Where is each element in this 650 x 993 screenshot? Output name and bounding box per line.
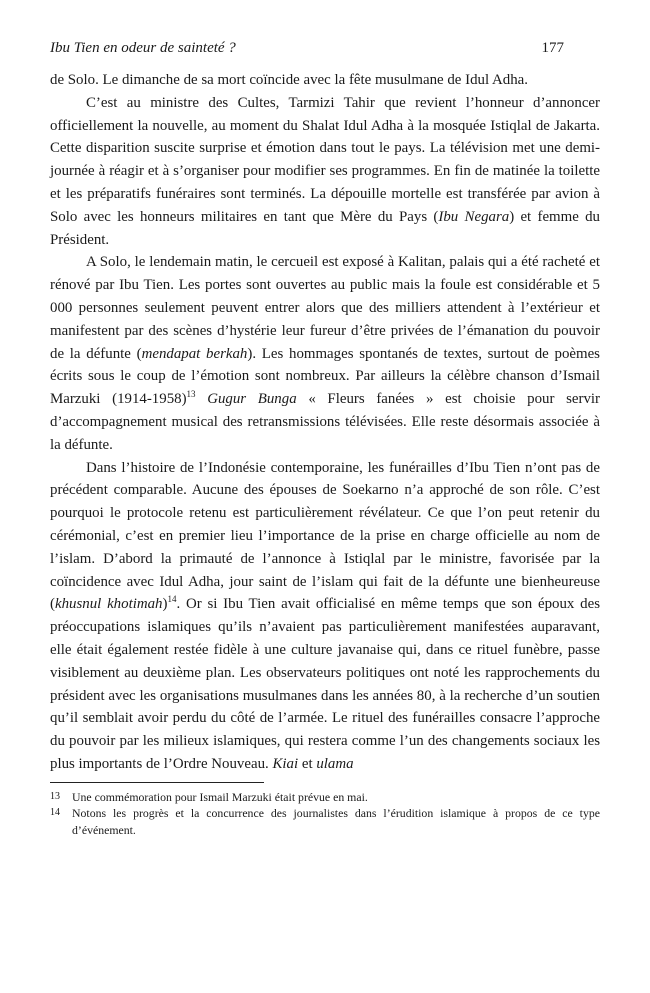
- paragraph-3: [50, 251, 600, 456]
- paragraph-4: [50, 457, 600, 776]
- running-title: Ibu Tien en odeur de sainteté ?: [50, 40, 236, 56]
- paragraph-1-text: de Solo. Le dimanche de sa mort coïncide avec la fête musulmane de Idul Adha.: [50, 72, 528, 88]
- term-mendapat-berkah: mendapat berkah: [141, 345, 248, 362]
- footnote-number: 13: [50, 790, 60, 802]
- term-khusnul-khotimah: khusnul khotimah: [54, 596, 163, 613]
- footnote-text: Une commémoration pour Ismail Marzuki était prévue en mai.: [72, 789, 368, 804]
- paragraph-3-text-d: « Fleurs fanées » est choisie pour servir d’accompagnement musical des retransmissions télévisées. Elle reste désormais associée à la défunte.: [50, 391, 601, 453]
- footnote-ref-13[interactable]: 13: [186, 389, 196, 400]
- paragraph-4-text-d: et: [298, 755, 317, 772]
- term-ulama: ulama: [316, 755, 354, 772]
- paragraph-2-text: C’est au ministre des Cultes, Tarmizi Tahir que revient l’honneur d’annoncer officiellement la nouvelle, au moment du Shalat Idul Adha à la mosquée Istiqlal de Jakarta. Cette disparition suscite surprise et émotion dans tout le pays. La télévision met une demi-journée à réagir et à s’organiser pour modifier ses programmes. En fin de matinée la toilette et les préparatifs funéraires sont terminés. La dépouille mortelle est transférée par avion à Solo avec les honneurs militaires en tant que Mère du Pays (: [50, 94, 600, 225]
- term-kiai: Kiai: [272, 755, 299, 772]
- paragraph-3-space: [196, 391, 208, 407]
- footnote-number: 14: [50, 807, 60, 819]
- paragraph-2: [50, 92, 600, 252]
- body-text: [50, 69, 600, 776]
- term-ibu-negara: Ibu Negara: [438, 208, 510, 225]
- footnote-divider: [50, 782, 264, 783]
- paragraph-1: [50, 69, 600, 92]
- footnote-14: [50, 805, 600, 838]
- paragraph-3-text-b: ). Les hommages spontanés de textes, surtout de poèmes écrits sous le coup de l’émotion sont nombreux. Par ailleurs la célèbre chanson d’Ismail Marzuki (1914-1958): [50, 345, 600, 408]
- paragraph-4-text-a: Dans l’histoire de l’Indonésie contemporaine, les funérailles d’Ibu Tien n’ont pas de précédent comparable. Aucune des épouses de Soekarno n’a approché de son rôle. C’est pourquoi le protocole retenu est particulièrement révélateur. Ce que l’on peut retenir du cérémonial, c’est en premier lieu l’importance de la prise en charge officielle au nom de l’islam. D’abord la primauté de l’annonce à Istiqlal par le ministre, favorisée par la coïncidence avec Idul Adha, jour saint de l’islam qui fait de la défunte une bienheureuse (: [50, 459, 600, 613]
- paragraph-2-end: ) et femme du Président.: [50, 208, 600, 248]
- paragraph-4-text-b: ): [162, 596, 168, 613]
- song-title-gugur-bunga: Gugur Bunga: [207, 391, 297, 408]
- footnotes: [50, 789, 600, 839]
- running-header: [50, 40, 600, 57]
- paragraph-4-text-c: . Or si Ibu Tien avait officialisé en même temps que son époux des préoccupations islamiques qu’ils n’avaient pas particulièrement manifestées auparavant, elle était également restée fidèle à une culture javanaise qui, dans ce rituel funèbre, passe visiblement au deuxième plan. Les observateurs politiques ont noté les rapprochements du président avec les organisations musulmanes dans les années 80, à la recherche d’un soutien qu’il semblait avoir perdu du côté de l’armée. Le rituel des funérailles consacre l’approche du pouvoir par les milieux islamiques, qui restera comme l’un des changements sociaux les plus importants de l’Ordre Nouveau.: [50, 596, 600, 772]
- page-number: 177: [541, 40, 564, 56]
- footnote-ref-14[interactable]: 14: [167, 594, 177, 605]
- document-page: [50, 40, 600, 838]
- paragraph-3-text-a: A Solo, le lendemain matin, le cercueil est exposé à Kalitan, palais qui a été racheté et rénové par Ibu Tien. Les portes sont ouvertes au public mais la foule est considérable et 5 000 personnes seulement peuvent entrer alors que des milliers attendent à l’extérieur et manifestent par des scènes d’hystérie leur fureur d’être privées de l’émanation du pouvoir de la défunte (: [50, 254, 600, 362]
- footnote-13: [50, 789, 600, 806]
- footnote-text: Notons les progrès et la concurrence des journalistes dans l’érudition islamique à propos de ce type d’événement.: [72, 806, 600, 837]
